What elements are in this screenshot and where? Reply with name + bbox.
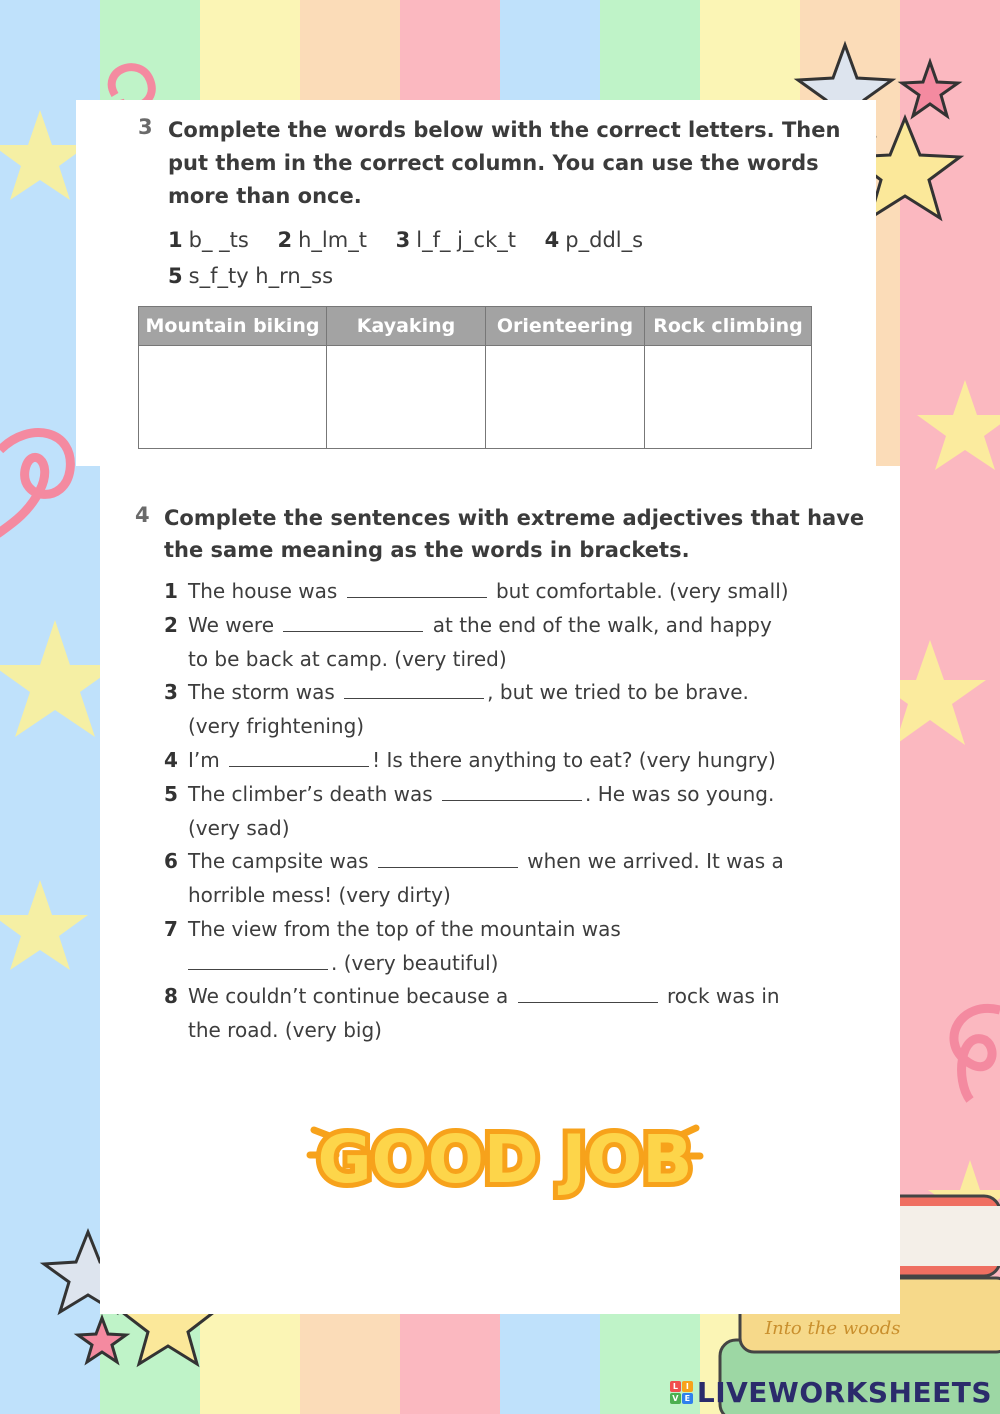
- answer-cell-mountain-biking[interactable]: [139, 346, 327, 449]
- sentence-5: [164, 777, 774, 845]
- answer-cell-rock-climbing[interactable]: [645, 346, 812, 449]
- word-number: 1: [168, 228, 183, 252]
- sentence-text: We couldn’t continue because a: [188, 984, 509, 1008]
- sentence-number: 4: [164, 748, 178, 772]
- sentence-text: The campsite was: [188, 849, 369, 873]
- sentence-text: but comfortable. (very small): [495, 579, 789, 603]
- instruction-line: Complete the words below with the correct letters. Then: [168, 118, 841, 142]
- star-icon: [78, 1318, 126, 1362]
- sentence-text: when we arrived. It was a: [527, 849, 784, 873]
- sentence-number: 6: [164, 849, 178, 873]
- sentence-continuation: to be back at camp. (very tired): [188, 647, 507, 671]
- activity-columns-table: [138, 306, 812, 449]
- word-number: 3: [395, 228, 411, 252]
- sentence-number: 3: [164, 680, 178, 704]
- answer-blank[interactable]: [347, 577, 487, 598]
- answer-blank[interactable]: [518, 982, 658, 1003]
- column-rock-climbing: Rock climbing: [645, 307, 812, 346]
- swirl-icon: [954, 1008, 1000, 1100]
- answer-blank[interactable]: [188, 949, 328, 970]
- brand-logo-letter: V: [670, 1393, 681, 1404]
- sentence-text: The view from the top of the mountain was: [188, 917, 621, 941]
- sentence-1: [164, 574, 789, 608]
- brand-logo-letter: E: [682, 1393, 693, 1404]
- answer-cell-orienteering[interactable]: [486, 346, 645, 449]
- sentence-text: , but we tried to be brave.: [487, 680, 749, 704]
- instruction-line: the same meaning as the words in brackets.: [164, 538, 690, 562]
- sentence-4: [164, 743, 776, 777]
- sentence-continuation: (very sad): [188, 816, 290, 840]
- exercise-4-instruction: [164, 502, 864, 566]
- answer-blank[interactable]: [283, 611, 423, 632]
- instruction-line: put them in the correct column. You can use the words: [168, 151, 819, 175]
- column-orienteering: Orienteering: [486, 307, 645, 346]
- sentence-text: The storm was: [188, 680, 335, 704]
- sentence-2: [164, 608, 772, 676]
- star-icon: [917, 380, 1000, 470]
- sentence-3: [164, 675, 749, 743]
- word-list-row-2: [168, 258, 355, 294]
- sentence-number: 2: [164, 613, 178, 637]
- sentence-continuation: (very frightening): [188, 714, 365, 738]
- exercise-3-number: 3: [138, 115, 153, 139]
- good-job-sticker: [300, 1100, 710, 1220]
- sentence-continuation: horrible mess! (very dirty): [188, 883, 451, 907]
- answer-blank[interactable]: [378, 847, 518, 868]
- good-job-text: GOOD JOB: [317, 1121, 693, 1198]
- word-item: l_f_ j_ck_t: [416, 228, 516, 252]
- sentence-number: 5: [164, 782, 178, 806]
- sentence-7: [164, 912, 621, 980]
- brand-logo-icon: [670, 1381, 693, 1404]
- word-item: s_f_ty h_rn_ss: [188, 264, 334, 288]
- column-mountain-biking: Mountain biking: [139, 307, 327, 346]
- sentence-number: 1: [164, 579, 178, 603]
- brand-logo-letter: I: [682, 1381, 693, 1392]
- exercise-3-instruction: [168, 114, 840, 213]
- brand-logo-letter: L: [670, 1381, 681, 1392]
- column-kayaking: Kayaking: [327, 307, 486, 346]
- sentence-6: [164, 844, 784, 912]
- book-title: Into the woods: [765, 1318, 901, 1339]
- sentence-text: ! Is there anything to eat? (very hungry): [372, 748, 776, 772]
- exercise-4-number: 4: [135, 503, 150, 527]
- sentence-text: The house was: [188, 579, 338, 603]
- answer-cell-kayaking[interactable]: [327, 346, 486, 449]
- star-icon: [0, 880, 88, 970]
- table-row: [139, 346, 812, 449]
- sentence-continuation: the road. (very big): [188, 1018, 382, 1042]
- instruction-line: more than once.: [168, 184, 362, 208]
- sentence-number: 8: [164, 984, 178, 1008]
- sentence-text: We were: [188, 613, 275, 637]
- word-number: 2: [277, 228, 293, 252]
- sentence-8: [164, 979, 780, 1047]
- word-list-row-1: [168, 222, 665, 258]
- word-number: 5: [168, 264, 183, 288]
- answer-blank[interactable]: [344, 678, 484, 699]
- swirl-icon: [0, 433, 70, 540]
- star-icon: [902, 62, 958, 116]
- word-number: 4: [544, 228, 560, 252]
- instruction-line: Complete the sentences with extreme adjectives that have: [164, 506, 865, 530]
- star-icon: [0, 110, 88, 200]
- answer-blank[interactable]: [229, 746, 369, 767]
- word-item: b_ _ts: [188, 228, 249, 252]
- liveworksheets-logo: [670, 1376, 992, 1409]
- sentence-continuation: [164, 946, 621, 980]
- sentence-number: 7: [164, 917, 178, 941]
- table-header-row: [139, 307, 812, 346]
- sentence-text: . He was so young.: [585, 782, 775, 806]
- word-item: h_lm_t: [298, 228, 367, 252]
- sentence-text: at the end of the walk, and happy: [432, 613, 772, 637]
- sentence-text: The climber’s death was: [188, 782, 433, 806]
- sentence-text: I’m: [188, 748, 220, 772]
- answer-blank[interactable]: [442, 780, 582, 801]
- word-item: p_ddl_s: [565, 228, 644, 252]
- sentence-text: . (very beautiful): [331, 951, 499, 975]
- brand-text: LIVEWORKSHEETS: [696, 1376, 992, 1409]
- sentence-text: rock was in: [666, 984, 780, 1008]
